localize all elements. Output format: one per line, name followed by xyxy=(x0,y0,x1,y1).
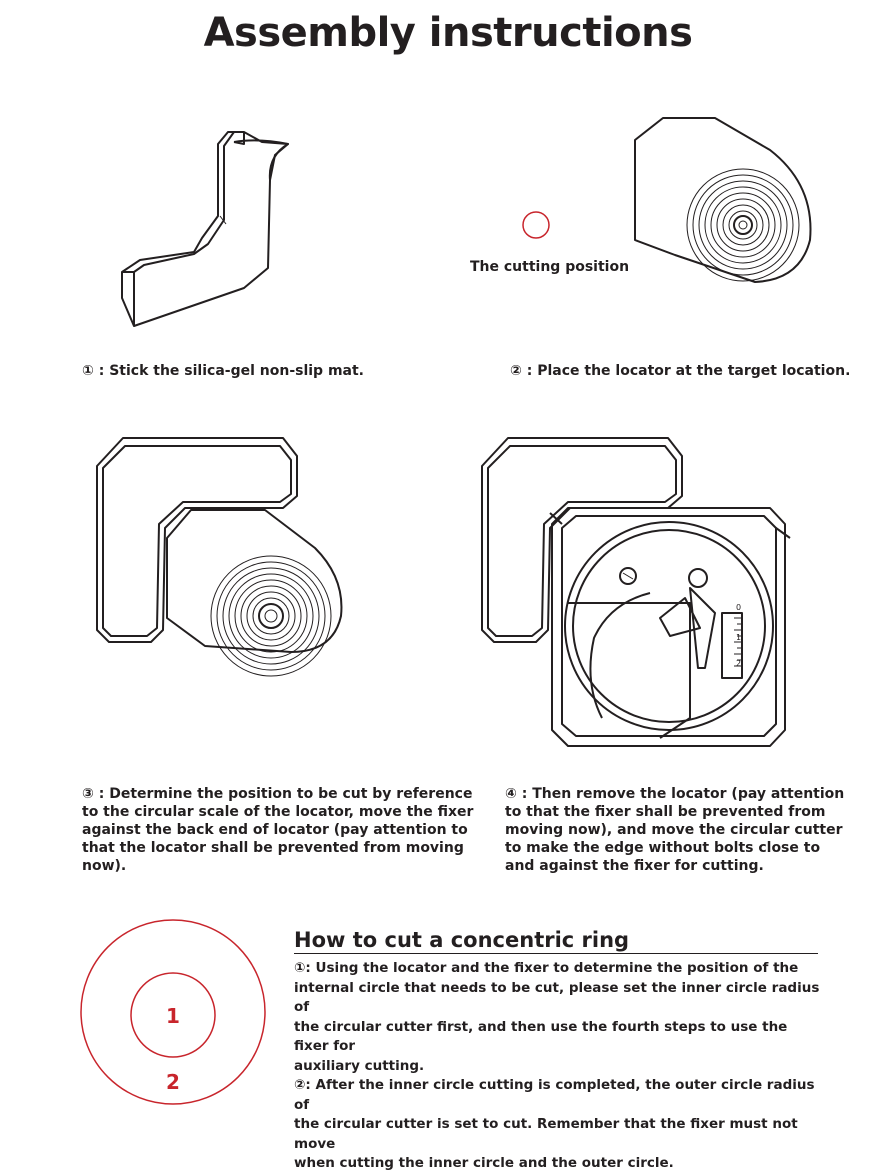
blade-knob-icon xyxy=(689,569,707,587)
cutting-position-label: The cutting position xyxy=(470,259,630,275)
step1-mat-illustration xyxy=(110,120,300,335)
step3-illustration xyxy=(95,438,355,658)
measuring-scale xyxy=(722,613,742,678)
scale-label-0: 0 xyxy=(736,603,742,612)
scale-label-1: 1 xyxy=(736,633,742,642)
ring-heading: How to cut a concentric ring xyxy=(294,928,818,954)
outer-circle-label: 2 xyxy=(166,1070,180,1094)
cutter-body xyxy=(552,508,785,746)
scale-label-2: 2 xyxy=(736,659,742,668)
step2-caption: ② : Place the locator at the target location. xyxy=(510,363,851,379)
step4-caption: ④ : Then remove the locator (pay attention to that the fixer shall be prevented from moving now), and move the circular cutter to make the edge without bolts close to and against the fixer for cutting. xyxy=(505,786,845,874)
ring-instructions: ①: Using the locator and the fixer to determine the position of the internal circle that needs to be cut, please set the inner circle radius of the circular cutter first, and then use the fourth steps to use the fixer for auxiliary cutting. ②: After the inner circle cutting is completed, the outer circle radius of the circular cutter is set to cut. Remember that the fixer must not move when cutting the inner circle and the outer circle. xyxy=(294,960,820,1171)
page-title: Assembly instructions xyxy=(203,10,693,56)
inner-circle-label: 1 xyxy=(166,1004,180,1028)
cutting-position-marker xyxy=(523,212,549,238)
step3-caption: ③ : Determine the position to be cut by reference to the circular scale of the locator, move the fixer against the back end of locator (pay attention to that the locator shall be prevented from moving now). xyxy=(82,786,474,874)
step1-caption: ① : Stick the silica-gel non-slip mat. xyxy=(82,363,364,379)
step4-illustration xyxy=(480,438,800,750)
